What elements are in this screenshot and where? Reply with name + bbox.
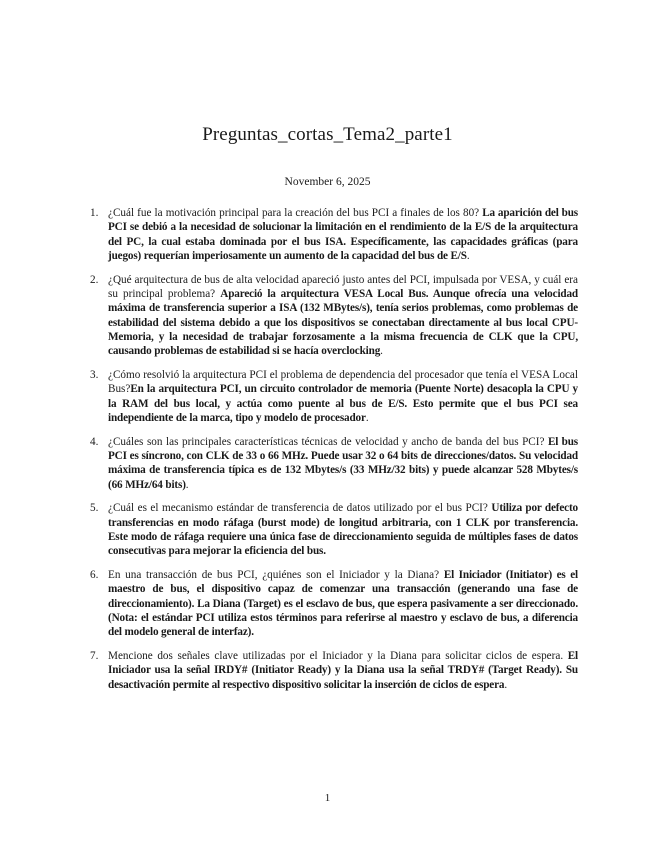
question-item <box>90 649 578 692</box>
question-number: 5. <box>90 502 99 515</box>
question-list <box>90 206 578 701</box>
question-item <box>90 435 578 492</box>
question-text: ¿Cuáles son las principales características técnicas de velocidad y ancho de banda del bus PCI? <box>108 435 548 448</box>
question-item <box>90 568 578 639</box>
question-item <box>90 368 578 425</box>
question-text: Mencione dos señales clave utilizadas por el Iniciador y la Diana para solicitar ciclos de espera. <box>108 650 568 663</box>
question-number: 3. <box>90 368 99 381</box>
question-item <box>90 501 578 558</box>
question-number: 6. <box>90 569 99 582</box>
question-number: 4. <box>90 435 99 448</box>
answer-tail: . <box>504 678 508 691</box>
answer-text: La aparición del bus PCI se debió a la necesidad de solucionar la limitación en el rendimiento de la E/S de la arquitectura del PC, la cual estaba dominada por el bus ISA. Específicamente, las capacidades gráficas (para juegos) requerían imperiosamente un aumento de la capacidad del bus de E/S <box>108 207 578 262</box>
answer-tail: . <box>185 478 189 491</box>
question-number: 2. <box>90 273 99 286</box>
question-item <box>90 273 578 359</box>
question-text: En una transacción de bus PCI, ¿quiénes son el Iniciador y la Diana? <box>108 569 444 582</box>
question-item <box>90 206 578 263</box>
answer-text: Apareció la arquitectura VESA Local Bus. Aunque ofrecía una velocidad máxima de transferencia superior a ISA (132 MBytes/s), tenía serios problemas, como problemas de estabilidad del sistema debido a que los dispositivos se conectaban directamente al bus local CPU-Memoria, y la necesidad de trabajar forzosamente a la misma frecuencia de CLK que la CPU, causando problemas de estabilidad si se hacía overclocking <box>108 287 578 358</box>
answer-text: Utiliza por defecto transferencias en modo ráfaga (burst mode) de longitud arbitraria, con 1 CLK por transferencia. Este modo de ráfaga requiere una única fase de direccionamiento seguida de múltiples fases de datos consecutivas para mejorar la eficiencia del bus. <box>108 502 578 558</box>
answer-tail: . <box>365 411 369 424</box>
question-text: ¿Cómo resolvió la arquitectura PCI el problema de dependencia del procesador que tenía el VESA Local Bus? <box>108 368 578 396</box>
question-text: ¿Cuál es el mecanismo estándar de transferencia de datos utilizado por el bus PCI? <box>108 502 492 515</box>
document-title: Preguntas_cortas_Tema2_parte1 <box>202 124 453 145</box>
answer-tail: . <box>380 345 383 358</box>
answer-text: El Iniciador (Initiator) es el maestro de bus, el dispositivo capaz de comenzar una transacción (generando una fase de direccionamiento). La Diana (Target) es el esclavo de bus, que espera pasivamente a ser direccionado. (Nota: el estándar PCI utiliza estos términos para referirse al maestro y esclavo de bus, a diferencia del modelo general de interfaz). <box>108 569 578 639</box>
question-number: 1. <box>90 207 99 219</box>
answer-text: En la arquitectura PCI, un circuito controlador de memoria (Puente Norte) desacopla la CPU y la RAM del bus local, y actúa como puente al bus de E/S. Esto permite que el bus PCI sea independiente de la marca, tipo y modelo de procesador <box>108 383 578 424</box>
question-text: ¿Cuál fue la motivación principal para la creación del bus PCI a finales de los 80? <box>108 207 483 219</box>
question-number: 7. <box>90 650 99 663</box>
answer-text: El bus PCI es síncrono, con CLK de 33 o 66 MHz. Puede usar 32 o 64 bits de direcciones/datos. Su velocidad máxima de transferencia típica es de 132 Mbytes/s (33 MHz/32 bits) y puede alcanzar 528 Mbytes/s (66 MHz/64 bits) <box>108 435 578 491</box>
answer-text: El Iniciador usa la señal IRDY# (Initiator Ready) y la Diana usa la señal TRDY# (Target Ready). Su desactivación permite al respectivo dispositivo solicitar la inserción de ciclos de espera <box>108 650 578 691</box>
document-date: November 6, 2025 <box>284 176 371 188</box>
page-number: 1 <box>324 792 331 804</box>
answer-tail: . <box>466 249 470 262</box>
question-text: ¿Qué arquitectura de bus de alta velocidad apareció justo antes del PCI, impulsada por VESA, y cuál era su principal problema? <box>108 273 578 300</box>
